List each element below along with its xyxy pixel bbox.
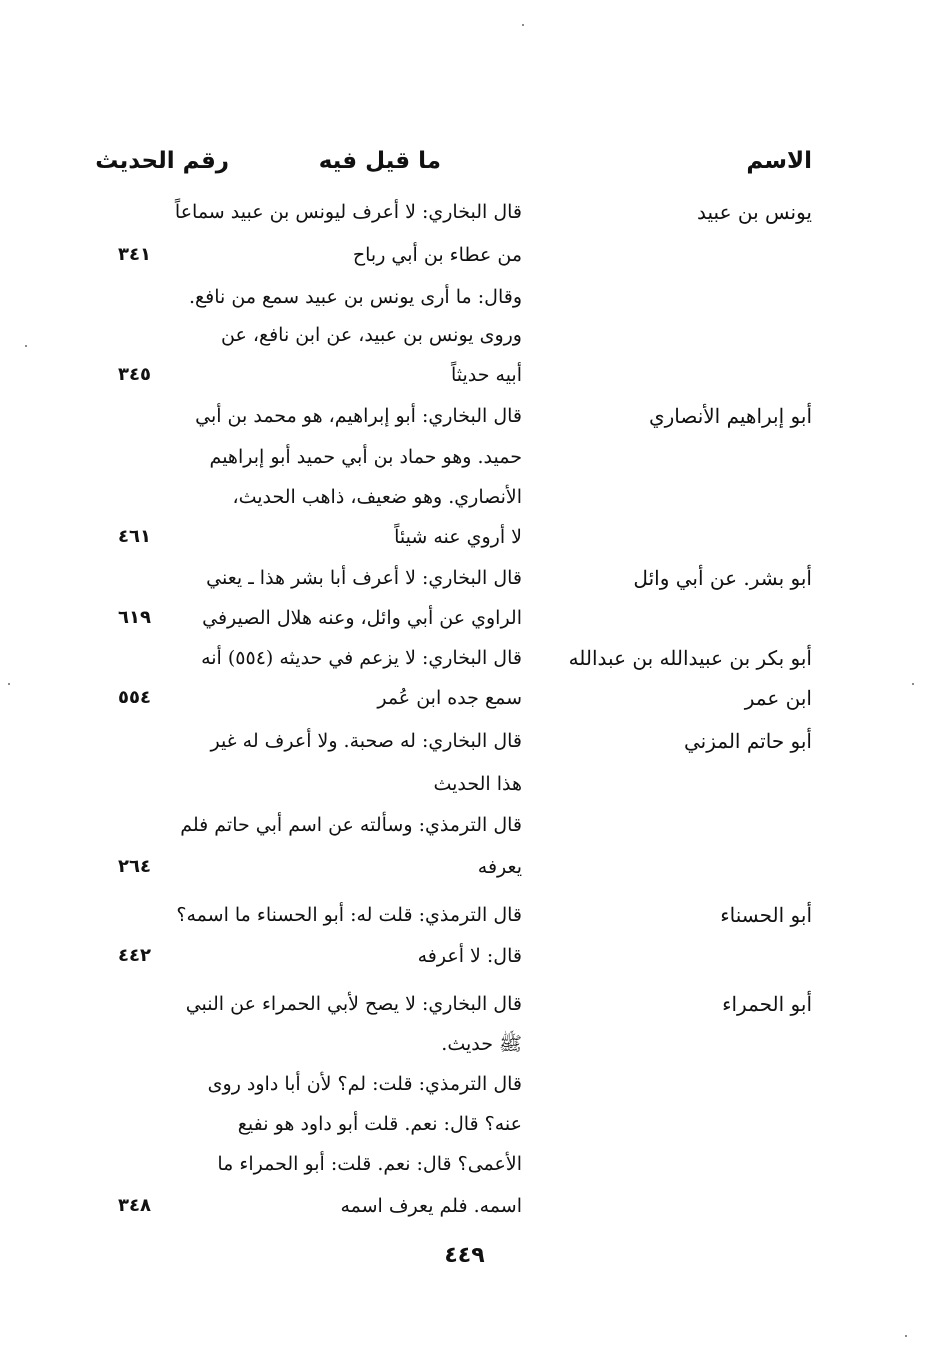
entry-line: قال الترمذي: وسألته عن اسم أبي حاتم فلم <box>180 814 522 836</box>
hadith-number: ٤٦١ <box>118 526 151 547</box>
hadith-number: ٥٥٤ <box>118 687 151 708</box>
entry-name: ابن عمر <box>744 686 812 710</box>
entry-line: عنه؟ قال: نعم. قلت أبو داود هو نفيع <box>237 1113 522 1135</box>
entry-line: قال الترمذي: قلت له: أبو الحسناء ما اسمه؟ <box>176 904 522 926</box>
entry-name: أبو حاتم المزني <box>684 729 812 753</box>
scan-speck <box>8 683 10 685</box>
entry-line: قال البخاري: أبو إبراهيم، هو محمد بن أبي <box>195 405 522 427</box>
entry-name: أبو إبراهيم الأنصاري <box>648 404 812 428</box>
hadith-number: ٣٤٨ <box>118 1195 151 1216</box>
entry-line: قال: لا أعرفه <box>417 945 522 967</box>
entry-line: لا أروي عنه شيئاً <box>394 526 522 548</box>
entry-line: قال الترمذي: قلت: لم؟ لأن أبا داود روى <box>207 1073 522 1095</box>
entry-line: الأنصاري. وهو ضعيف، ذاهب الحديث، <box>232 486 522 508</box>
entry-name: يونس بن عبيد <box>697 200 812 224</box>
entry-line: يعرفه <box>477 856 522 878</box>
scan-speck <box>25 345 27 347</box>
entry-name: أبو الحمراء <box>722 992 812 1016</box>
entry-name: أبو بكر بن عبيدالله بن عبدالله <box>568 646 812 670</box>
scan-speck <box>905 1335 907 1337</box>
entry-line: الأعمى؟ قال: نعم. قلت: أبو الحمراء ما <box>217 1153 522 1175</box>
entry-line: قال البخاري: لا يصح لأبي الحمراء عن النبي <box>185 993 522 1015</box>
entry-name: أبو بشر. عن أبي وائل <box>633 566 812 590</box>
header-name: الاسم <box>746 148 812 174</box>
entry-line: أبيه حديثاً <box>450 364 522 386</box>
entry-line: سمع جده ابن عُمر <box>377 687 522 709</box>
entry-name: أبو الحسناء <box>720 903 812 927</box>
entry-line: وروى يونس بن عبيد، عن ابن نافع، عن <box>221 324 522 346</box>
entry-line: قال البخاري: لا أعرف ليونس بن عبيد سماعاً <box>174 201 522 223</box>
entry-line: وقال: ما أرى يونس بن عبيد سمع من نافع. <box>189 286 522 308</box>
scan-speck <box>522 24 524 26</box>
hadith-number: ٦١٩ <box>118 607 151 628</box>
hadith-number: ٤٤٢ <box>118 945 151 966</box>
entry-line: ﷺ حديث. <box>441 1033 522 1055</box>
hadith-number: ٣٤٥ <box>118 364 151 385</box>
entry-line: حميد. وهو حماد بن أبي حميد أبو إبراهيم <box>209 446 522 468</box>
page-number: ٤٤٩ <box>444 1243 485 1268</box>
entry-line: الراوي عن أبي وائل، وعنه هلال الصيرفي <box>202 607 522 629</box>
entry-line: قال البخاري: لا يزعم في حديثه (٥٥٤) أنه <box>201 647 522 669</box>
header-said: ما قيل فيه <box>318 148 441 174</box>
hadith-number: ٣٤١ <box>118 244 151 265</box>
header-number: رقم الحديث <box>95 148 229 174</box>
entry-line: من عطاء بن أبي رباح <box>352 244 522 266</box>
entry-line: اسمه. فلم يعرف اسمه <box>340 1195 522 1217</box>
scan-speck <box>912 683 914 685</box>
hadith-number: ٢٦٤ <box>118 856 151 877</box>
entry-line: قال البخاري: له صحبة. ولا أعرف له غير <box>210 730 522 752</box>
entry-line: قال البخاري: لا أعرف أبا بشر هذا ـ يعني <box>206 567 522 589</box>
entry-line: هذا الحديث <box>433 773 522 795</box>
